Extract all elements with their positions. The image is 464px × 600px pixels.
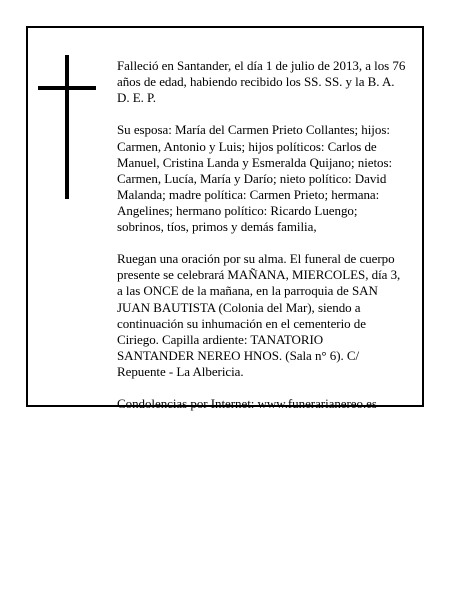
funeral-details: Ruegan una oración por su alma. El funeral de cuerpo presente se celebrará MAÑANA, MIERCOLES, día 3, a las ONCE de la mañana, en la parroquia de SAN JUAN BAUTISTA (Colonia del Mar), siendo a continuación su inhumación en el cementerio de Ciriego. Capilla ardiente: TANATORIO SANTANDER NEREO HNOS. (Sala n° 6). C/ Repuente - La Albericia. — [117, 251, 401, 379]
cross-vertical-bar — [65, 55, 69, 199]
obituary-text — [117, 42, 417, 428]
cross-icon — [38, 55, 98, 199]
cross-horizontal-bar — [38, 86, 96, 90]
obituary-notice — [26, 26, 424, 412]
condolences-line: Condolencias por Internet: www.funerarianereo.es — [117, 396, 377, 412]
death-announcement: Falleció en Santander, el día 1 de julio de 2013, a los 76 años de edad, habiendo recibido los SS. SS. y la B. A. D. E. P. — [117, 58, 406, 106]
family-list: Su esposa: María del Carmen Prieto Collantes; hijos: Carmen, Antonio y Luis; hijos políticos: Carlos de Manuel, Cristina Landa y Esmeralda Quijano; nietos: Carmen, Lucía, María y Darío; nieto político: David Malanda; madre política: Carmen Prieto; hermana: Angelines; hermano político: Ricardo Luengo; sobrinos, tíos, primos y demás familia, — [117, 122, 393, 235]
